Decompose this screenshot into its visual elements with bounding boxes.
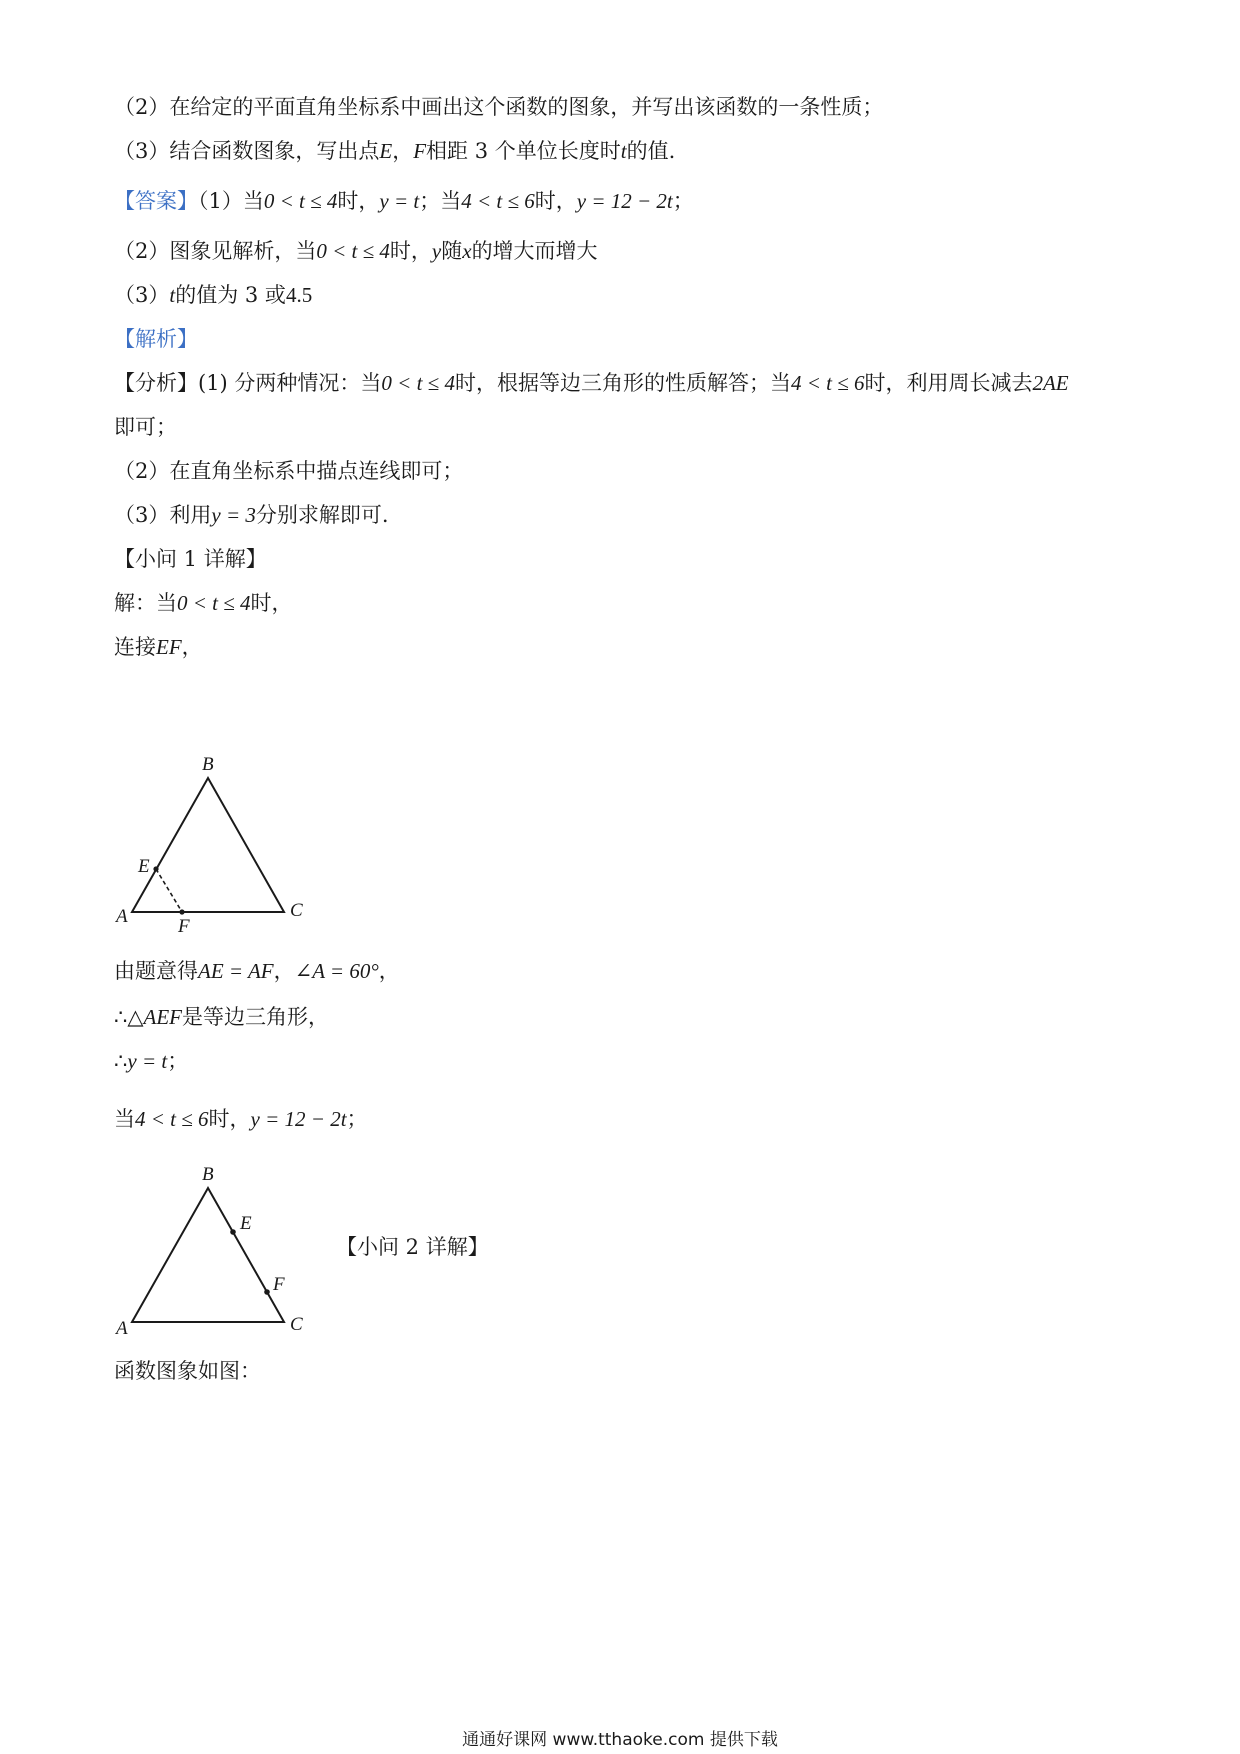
label-f: F bbox=[178, 916, 190, 937]
detail1-case-2: 当4 < t ≤ 6时，y = 12 − 2t； bbox=[114, 1107, 368, 1131]
label-b-2: B bbox=[202, 1164, 214, 1185]
page-footer: 通通好课网 www.tthaoke.com 提供下载 bbox=[462, 1730, 778, 1750]
detail2-graph-line: 函数图象如图： bbox=[114, 1359, 261, 1383]
answer-2: （2）图象见解析，当0 < t ≤ 4时，y随x的增大而增大 bbox=[114, 239, 598, 263]
question-2: （2）在给定的平面直角坐标系中画出这个函数的图象，并写出该函数的一条性质； bbox=[114, 95, 884, 119]
detail1-connect: 连接EF， bbox=[114, 635, 203, 659]
label-e-2: E bbox=[240, 1213, 252, 1234]
triangle-abc bbox=[132, 778, 284, 912]
analysis-1: 【分析】(1) 分两种情况：当0 < t ≤ 4时，根据等边三角形的性质解答；当4 < t ≤ 6时，利用周长减去2AE bbox=[114, 371, 1069, 395]
label-b: B bbox=[202, 754, 214, 775]
answer-tag: 【答案】 bbox=[114, 189, 198, 213]
point-e-2 bbox=[230, 1229, 236, 1235]
label-a-2: A bbox=[116, 1318, 128, 1339]
detail1-therefore-2: ∴y = t； bbox=[114, 1049, 189, 1073]
analysis-1-cont: 即可； bbox=[114, 415, 177, 439]
analysis-tag: 【解析】 bbox=[114, 327, 198, 351]
answer-3: （3）t的值为 3 或4.5 bbox=[114, 283, 313, 307]
answer-1: 【答案】（1）当0 < t ≤ 4时，y = t；当4 < t ≤ 6时，y = 12 − 2t； bbox=[114, 189, 694, 213]
label-a: A bbox=[116, 906, 128, 927]
analysis-3: （3）利用y = 3分别求解即可. bbox=[114, 503, 389, 527]
segment-ef-dashed bbox=[156, 869, 182, 912]
analysis-2: （2）在直角坐标系中描点连线即可； bbox=[114, 459, 464, 483]
triangle-figure-2 bbox=[110, 1158, 320, 1348]
detail2-title: 【小问 2 详解】 bbox=[336, 1235, 489, 1259]
label-c-2: C bbox=[290, 1314, 303, 1335]
detail1-given: 由题意得AE = AF，∠A = 60°， bbox=[114, 959, 400, 983]
label-c: C bbox=[290, 900, 303, 921]
question-3: （3）结合函数图象，写出点E，F相距 3 个单位长度时t的值. bbox=[114, 139, 676, 163]
triangle-abc-2 bbox=[132, 1188, 284, 1322]
label-e: E bbox=[138, 856, 150, 877]
detail1-title: 【小问 1 详解】 bbox=[114, 547, 267, 571]
point-f bbox=[179, 909, 184, 914]
point-f-2 bbox=[264, 1289, 270, 1295]
label-f-2: F bbox=[273, 1274, 285, 1295]
detail1-therefore-1: ∴△AEF是等边三角形， bbox=[114, 1005, 329, 1029]
detail1-solution: 解：当0 < t ≤ 4时， bbox=[114, 591, 293, 615]
point-e bbox=[153, 866, 158, 871]
triangle-figure-1 bbox=[110, 750, 320, 940]
